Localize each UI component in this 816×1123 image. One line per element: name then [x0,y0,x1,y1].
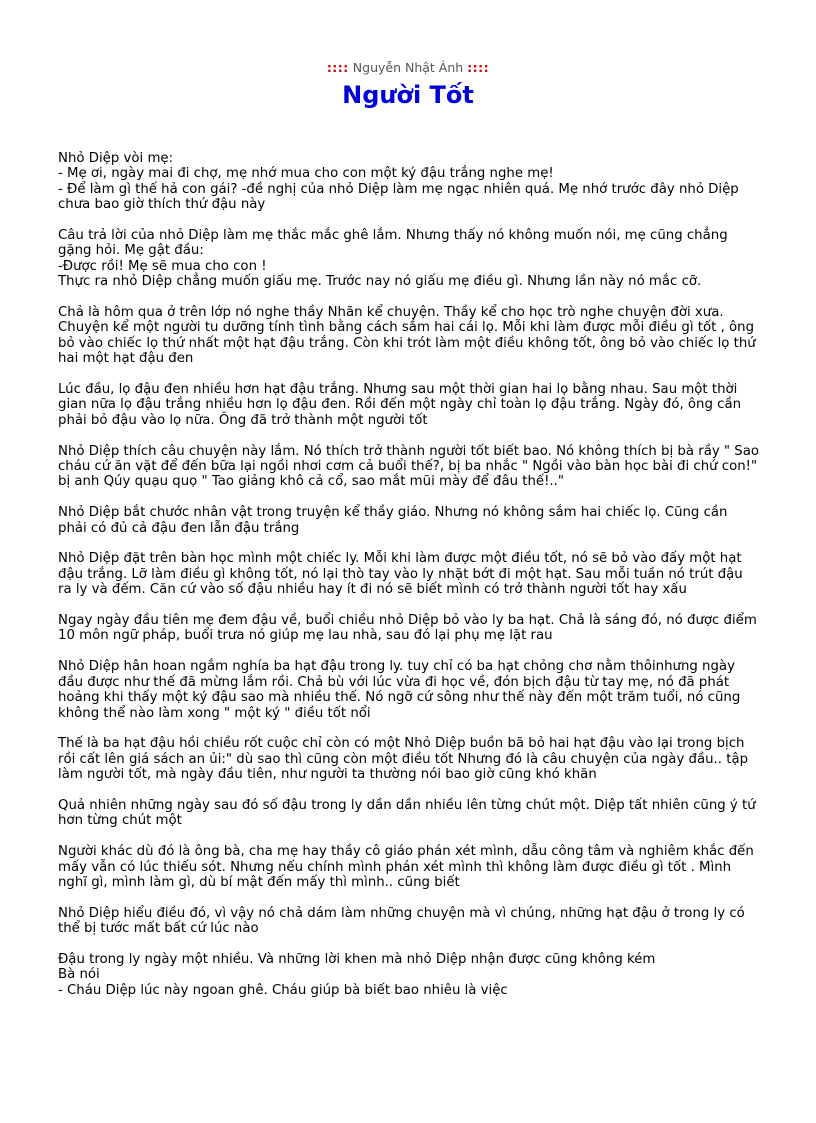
paragraph: Nhỏ Diệp hân hoan ngắm nghía ba hạt đậu trong ly. tuy chỉ có ba hạt chỏng chơ nằm thôinhưng ngày đầu được như thế đã mừng lắm rồi. Chả bù với lúc vừa đi học về, đón bịch đậu từ tay mẹ, nó đã phát hoảng khi thấy một ký đậu sao mà nhiều thế. Nó ngỡ cứ sông như thế này đến một trăm tuổi, nó cũng không thể nào làm xong " một ký " điều tốt nổi [58,659,741,721]
paragraph: Nhỏ Diệp đặt trên bàn học mình một chiếc ly. Mỗi khi làm được một điều tốt, nó sẽ bỏ vào đấy một hạt đậu trắng. Lỡ làm điều gì không tốt, nó lại thò tay vào ly nhặt bớt đi một hạt. Sau mỗi tuần nó trút đậu ra ly và đếm. Căn cứ vào số đậu nhiều hay ít đi nó sẽ biết mình có trở thành người tốt hay xấu [58,551,743,598]
paragraph: Người khác dù đó là ông bà, cha mẹ hay thầy cô giáo phán xét mình, dẫu công tâm và nghiêm khắc đến mấy vẫn có lúc thiếu sót. Nhưng nếu chính mình phán xét mình thì không làm được điều gì tốt . Mình nghĩ gì, mình làm gì, dù bí mật đến mấy thì mình.. cũng biết [58,844,754,890]
paragraph: Nhỏ Diệp thích câu chuyện này lắm. Nó thích trở thành người tốt biết bao. Nó không thích bị bà rầy " Sao cháu cứ ăn vặt để đến bữa lại ngồi nhơi cơm cả buổi thế?, bị ba nhắc " Ngồi vào bàn học bài đi chứ con!" bị anh Qúy quạu quọ " Tao giảng khô cả cổ, sao mắt mũi mày để đâu thế!.." [58,443,760,490]
author-name: Nguyễn Nhật Ánh [352,60,464,75]
paragraph: Đậu trong ly ngày một nhiều. Và những lời khen mà nhỏ Diệp nhận được cũng không kém Bà nói - Cháu Diệp lúc này ngoan ghê. Cháu giúp bà biết bao nhiêu là việc [58,951,656,998]
story-body [58,151,760,1014]
paragraph: Chả là hôm qua ở trên lớp nó nghe thầy Nhãn kể chuyện. Thầy kể cho học trò nghe chuyện đời xưa. Chuyện kể một người tu dưỡng tính tình bằng cách sắm hai cái lọ. Mỗi khi làm được mỗi điều gì tốt , ông bỏ vào chiếc lọ thứ nhất một hạt đậu trắng. Còn khi trót làm một điều không tốt, ông bỏ vào chiếc lọ thứ hai một hạt đậu đen [58,305,756,367]
paragraph: Nhỏ Diệp hiểu điều đó, vì vậy nó chả dám làm những chuyện mà vì chúng, những hạt đậu ở trong ly có thể bị tước mất bất cứ lúc nào [58,905,745,937]
decoration-right: :::: [467,60,490,75]
author-line [0,60,816,76]
paragraph: Nhỏ Diệp bắt chước nhân vật trong truyện kể thầy giáo. Nhưng nó không sắm hai chiếc lọ. Cũng cần phải có đủ cả đậu đen lẫn đậu trắng [58,505,728,536]
story-title: Người Tốt [342,81,474,109]
paragraph: Ngay ngày đầu tiên mẹ đem đậu về, buổi chiều nhỏ Diệp bỏ vào ly ba hạt. Chả là sáng đó, nó được điểm 10 môn ngữ pháp, buổi trưa nó giúp mẹ lau nhà, sau đó lại phụ mẹ lặt rau [58,613,757,644]
document-header [0,60,816,110]
paragraph: Nhỏ Diệp vòi mẹ: - Mẹ ơi, ngày mai đi chợ, mẹ nhớ mua cho con một ký đậu trắng nghe mẹ! - Để làm gì thế hả con gái? -đề nghị của nhỏ Diệp làm mẹ ngạc nhiên quá. Mẹ nhớ trước đây nhỏ Diệp chưa bao giờ thích thứ đậu này [58,151,739,213]
paragraph: Lúc đầu, lọ đậu đen nhiều hơn hạt đậu trắng. Nhưng sau một thời gian hai lọ bằng nhau. Sau một thời gian nữa lọ đậu trắng nhiều hơn lọ đậu đen. Rồi đến một ngày chỉ toàn lọ đậu trắng. Ngày đó, ông cần phải bỏ đậu vào lọ nữa. Ông đã trở thành một người tốt [58,382,742,428]
decoration-left: :::: [326,60,349,75]
paragraph: Quả nhiên những ngày sau đó số đậu trong ly dần dần nhiều lên từng chút một. Diệp tất nhiên cũng ý tứ hơn từng chút một [58,797,756,829]
paragraph: Thế là ba hạt đậu hồi chiều rốt cuộc chỉ còn có một Nhỏ Diệp buồn bã bỏ hai hạt đậu vào lại trong bịch rồi cất lên giá sách an ủi:" dù sao thì cũng còn một điều tốt Nhưng đó là câu chuyện của ngày đầu.. tập làm người tốt, mà ngày đầu tiên, như người ta thường nói bao giờ cũng khó khăn [58,736,749,783]
paragraph: Câu trả lời của nhỏ Diệp làm mẹ thắc mắc ghê lắm. Nhưng thấy nó không muốn nói, mẹ cũng chẳng gặng hỏi. Mẹ gật đầu: -Được rồi! Mẹ sẽ mua cho con ! Thực ra nhỏ Diệp chẳng muốn giấu mẹ. Trước nay nó giấu mẹ điều gì. Nhưng lần này nó mắc cỡ. [58,228,728,290]
